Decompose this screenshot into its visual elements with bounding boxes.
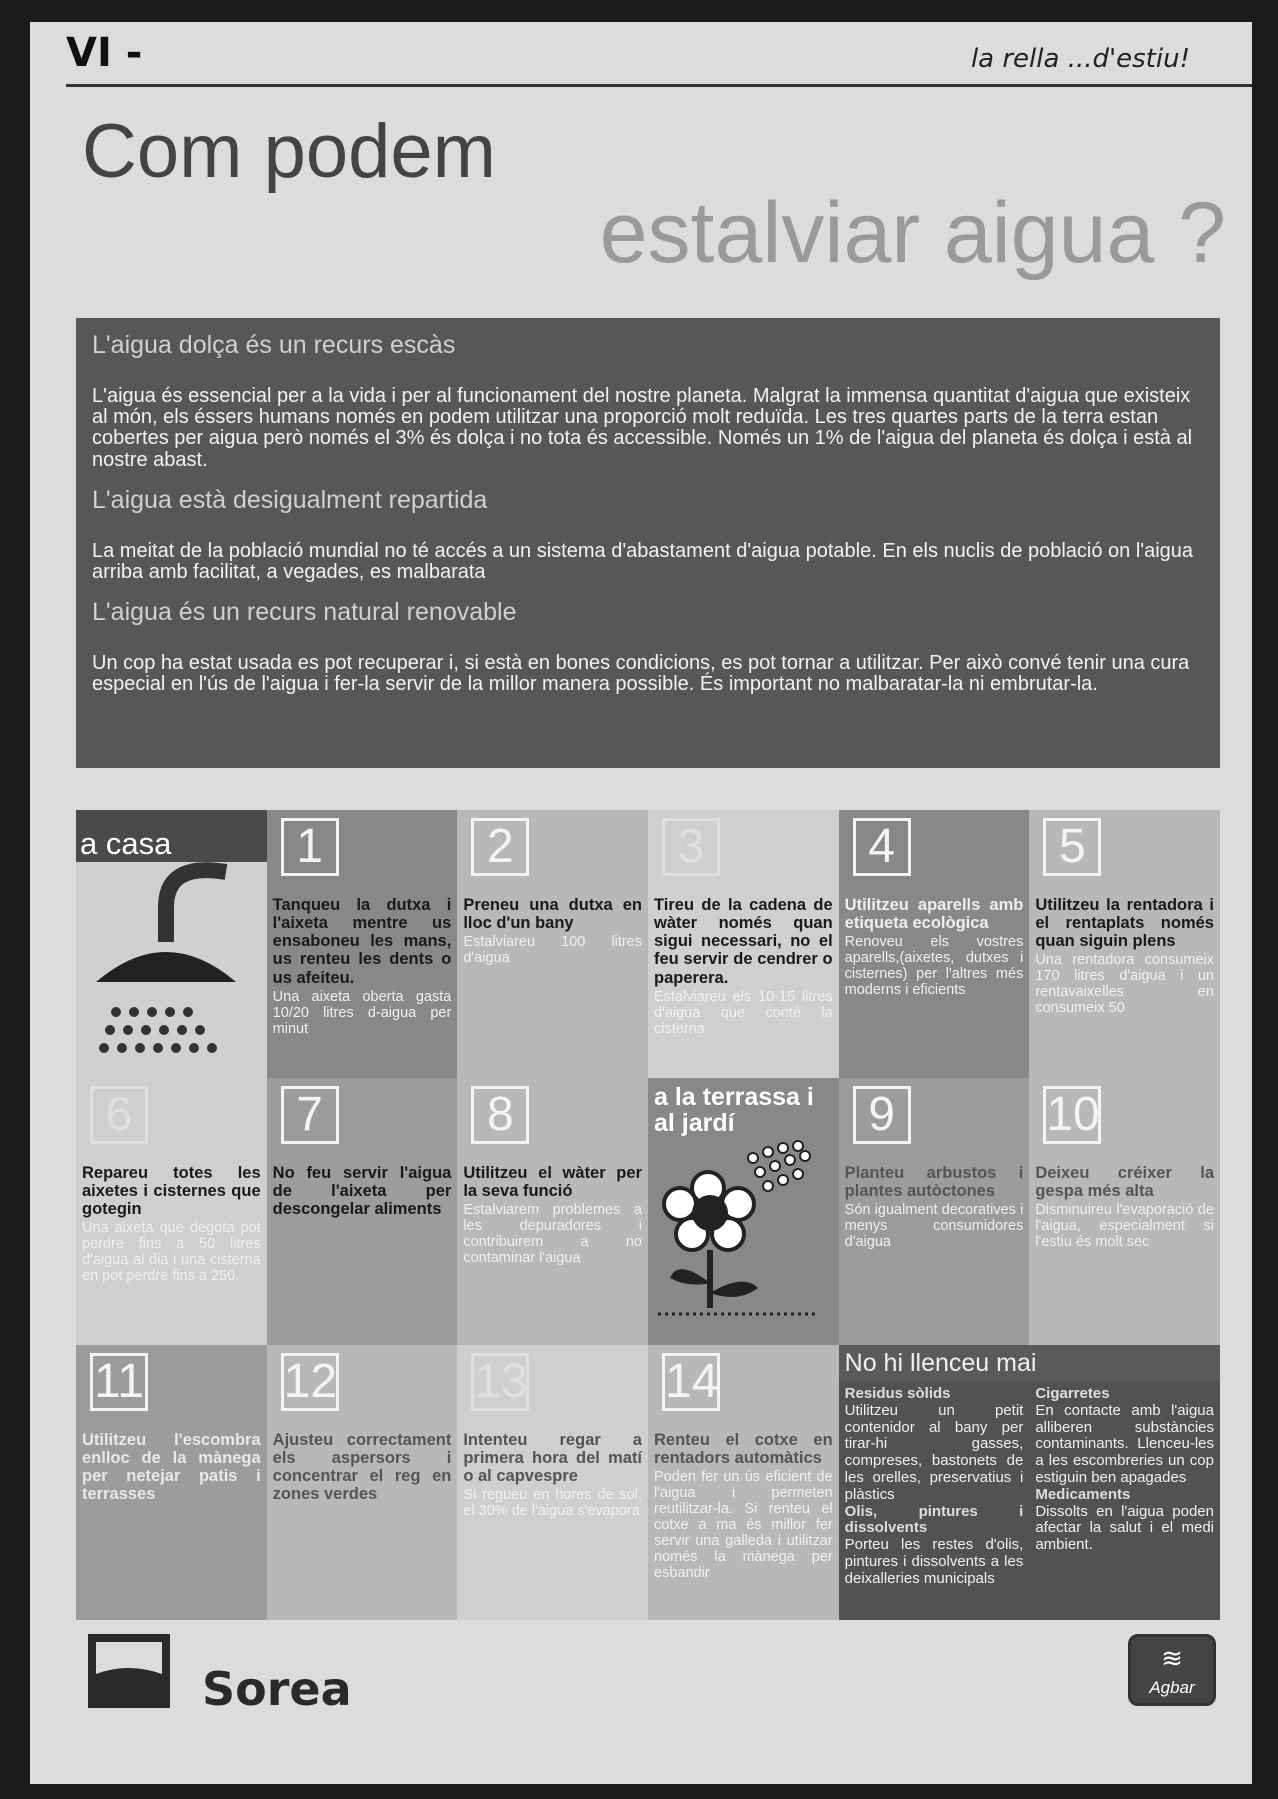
tip-number: 4 [853, 818, 911, 876]
sorea-logo-icon [88, 1634, 170, 1708]
tip-number: 10 [1043, 1086, 1101, 1144]
never-throw-box [839, 1345, 1220, 1620]
tip-number: 8 [471, 1086, 529, 1144]
tip-card-1 [267, 810, 458, 1078]
home-section-label: a casa [76, 810, 267, 862]
tip-number: 13 [471, 1353, 529, 1411]
tip-title: Planteu arbustos i plantes autòctones [844, 1164, 1024, 1201]
tip-text: Estalviareu els 10-15 litres d'aigua que conté la cisterna [654, 988, 833, 1037]
tip-card-11 [76, 1345, 267, 1620]
tip-card-4 [839, 810, 1030, 1078]
tip-card-13 [457, 1345, 648, 1620]
tip-number: 5 [1043, 818, 1101, 876]
agbar-label: Agbar [1149, 1678, 1195, 1697]
never-throw-heading: No hi llenceu mai [839, 1345, 1220, 1382]
tip-title: Utilitzeu el wàter per la seva funció [463, 1164, 642, 1201]
shower-icon [76, 862, 256, 1062]
title-line-1: Com podem [82, 109, 496, 194]
tip-card-8 [457, 1078, 648, 1345]
tip-card-14 [648, 1345, 839, 1620]
tip-title: Deixeu créixer la gespa més alta [1035, 1164, 1214, 1201]
tip-text: Estalviarem problemes a les depuradores i contribuirem a no contaminar l'aigua [463, 1202, 642, 1267]
tip-card-5 [1029, 810, 1220, 1078]
tip-text: Si regueu en hores de sol, el 30% de l'aigua s'evapora [463, 1487, 642, 1520]
tip-number: 6 [90, 1086, 148, 1144]
tip-number: 7 [281, 1086, 339, 1144]
tip-number: 2 [471, 818, 529, 876]
tip-text: Renoveu els vostres aparells,(aixetes, dutxes i cisternes) per l'altres més moderns i eficients [844, 934, 1024, 999]
tip-card-9 [839, 1078, 1030, 1345]
agbar-logo [1128, 1634, 1216, 1706]
info-text-3: Un cop ha estat usada es pot recuperar i, si està en bones condicions, es pot tornar a utilitzar. Per això convé tenir una cura especial en l'ús de l'aigua i fer-la servir de la millor manera possible. És important no malbaratar-la ni embrutar-la. [92, 651, 1190, 696]
tip-text: Poden fer un ús eficient de l'aigua i permeten reutilitzar-la. Si renteu el cotxe a ma és millor fer servir una galleda i utilitzar només la mànega per esbandir [654, 1469, 833, 1581]
tip-text: Una rentadora consumeix 170 litres d'aigua i un rentavaixelles en consumeix 50 [1035, 952, 1214, 1017]
tip-title: Renteu el cotxe en rentadors automàtics [654, 1431, 833, 1468]
page-number: VI - [66, 30, 143, 76]
garden-section-cell [648, 1078, 839, 1345]
tip-number: 9 [853, 1086, 911, 1144]
tip-text: Una aixeta que degota pot perdre fins a 50 litres d'aigua al dia i una cisterna en pot perdre fins a 250. [82, 1220, 261, 1285]
newspaper-page [30, 22, 1252, 1784]
never-item-text: Dissolts en l'aigua poden afectar la salut i el medi ambient. [1035, 1502, 1214, 1554]
tip-card-7 [267, 1078, 458, 1345]
tip-number: 3 [662, 818, 720, 876]
tip-title: Utilitzeu la rentadora i el rentaplats només quan siguin plens [1035, 896, 1214, 951]
tip-card-3 [648, 810, 839, 1078]
tip-title: Utilitzeu aparells amb etiqueta ecològica [844, 896, 1024, 933]
never-item-heading: Cigarretes [1035, 1385, 1110, 1402]
tip-title: Tanqueu la dutxa i l'aixeta mentre us ensaboneu les mans, us renteu les dents o us afeiteu. [272, 896, 452, 987]
tip-card-10 [1029, 1078, 1220, 1345]
tip-title: Tireu de la cadena de wàter només quan sigui necessari, no el feu servir de cendrer o paperera. [654, 896, 833, 987]
info-heading-2: L'aigua està desigualment repartida [92, 486, 488, 515]
tip-title: Intenteu regar a primera hora del matí o al capvespre [463, 1431, 642, 1486]
info-heading-1: L'aigua dolça és un recurs escàs [92, 331, 456, 359]
never-item-text: En contacte amb l'aigua alliberen substàncies contaminants. Llenceu-les a les escombreries un cop estiguin ben apagades [1035, 1401, 1214, 1486]
tip-text: Una aixeta oberta gasta 10/20 litres d-aigua per minut [272, 988, 452, 1037]
header-rule [66, 84, 1252, 87]
agbar-wave-icon: ≋ [1161, 1643, 1183, 1673]
tip-text: Són igualment decoratives i menys consumidores d'aigua [844, 1202, 1024, 1251]
tip-number: 11 [90, 1353, 148, 1411]
tip-title: Utilitzeu l'escombra enlloc de la mànega per netejar patis i terrasses [82, 1431, 261, 1504]
tip-title: No feu servir l'aigua de l'aixeta per descongelar aliments [272, 1164, 452, 1219]
tip-text: Estalviareu 100 litres d'aigua [463, 934, 642, 967]
home-section-cell [76, 810, 267, 1078]
never-item-heading: Olis, pintures i dissolvents [844, 1502, 1024, 1537]
tip-card-6 [76, 1078, 267, 1345]
sorea-brand: Sorea [202, 1662, 352, 1716]
info-text-2: La meitat de la població mundial no té accés a un sistema d'abastament d'aigua potable. En els nuclis de població on l'aigua arriba amb facilitat, a vegades, es malbarata [92, 539, 1194, 583]
tip-title: Ajusteu correctament els aspersors i concentrar el reg en zones verdes [272, 1431, 452, 1504]
tip-card-12 [267, 1345, 458, 1620]
never-item-text: Utilitzeu un petit contenidor al bany per tirar-hi gasses, compreses, bastonets de les orelles, preservatius i plàstics [844, 1401, 1024, 1503]
info-text-1: L'aigua és essencial per a la vida i per al funcionament del nostre planeta. Malgrat la immensa quantitat d'aigua que existeix al món, els éssers humans només en podem utilitzar una proporció molt reduïda. Les tres quartes parts de la terra estan cobertes per aigua però només el 3% és dolça i no tota és accessible. Només un 1% de l'aigua del planeta és dolça i està al nostre abast. [92, 384, 1193, 471]
info-box [76, 318, 1220, 768]
tip-number: 14 [662, 1353, 720, 1411]
tip-title: Repareu totes les aixetes i cisternes que gotegin [82, 1164, 261, 1219]
info-heading-3: L'aigua és un recurs natural renovable [92, 598, 517, 627]
tip-title: Preneu una dutxa en lloc d'un bany [463, 896, 642, 933]
tips-grid [76, 810, 1220, 1620]
garden-section-label: a la terrassa i al jardí [654, 1083, 814, 1138]
never-item-text: Porteu les restes d'olis, pintures i dissolvents a les deixalleries municipals [844, 1536, 1024, 1587]
tip-text: Disminuireu l'evaporació de l'aigua, especialment si l'estiu és molt sec [1035, 1202, 1214, 1251]
tip-number: 12 [281, 1353, 339, 1411]
never-item-heading: Medicaments [1035, 1485, 1131, 1503]
tip-number: 1 [281, 818, 339, 876]
running-title: la rella ...d'estiu! [970, 44, 1190, 74]
never-item-heading: Residus sòlids [844, 1385, 951, 1402]
title-line-2: estalviar aigua ? [599, 185, 1226, 281]
tip-card-2 [457, 810, 648, 1078]
never-throw-list [839, 1382, 1220, 1620]
flower-icon [648, 1138, 828, 1318]
